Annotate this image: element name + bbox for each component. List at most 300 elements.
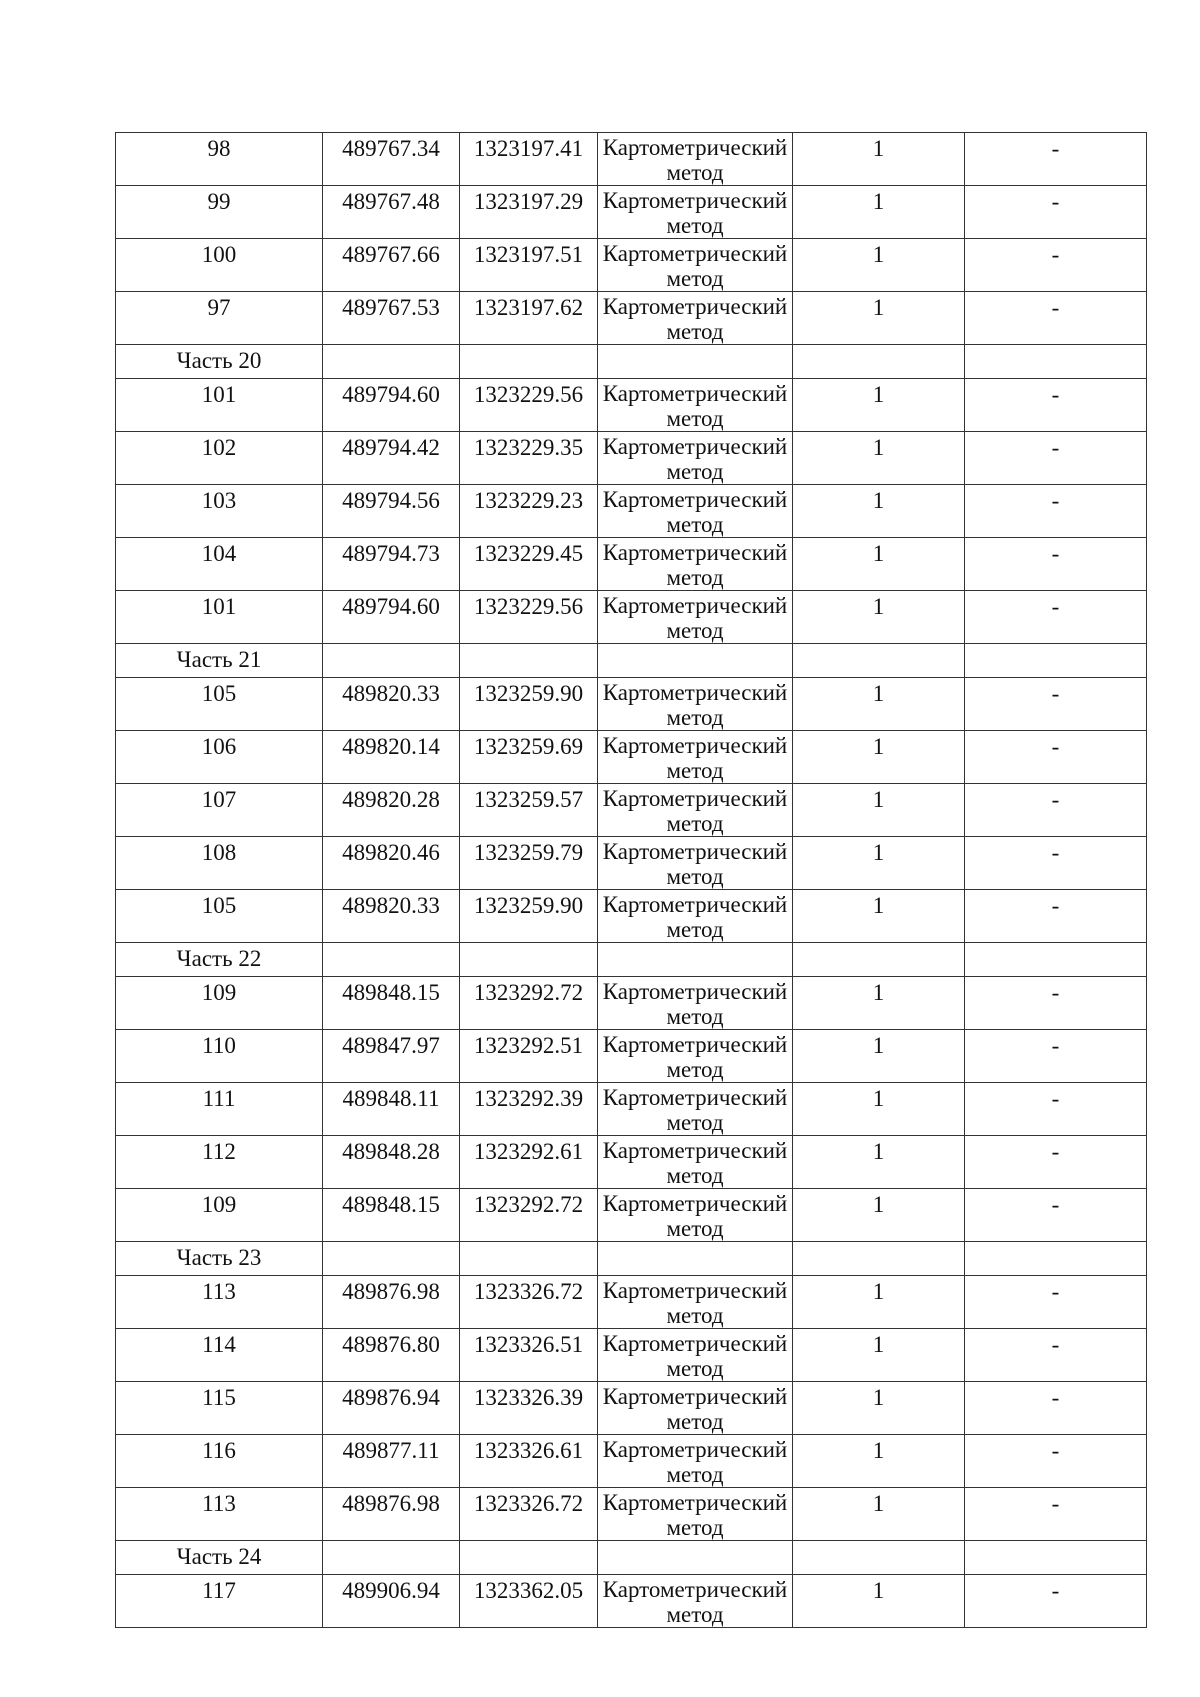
accuracy-cell <box>793 1575 965 1628</box>
part-row <box>116 943 1147 977</box>
empty-cell <box>965 1242 1147 1276</box>
table-row <box>116 292 1147 345</box>
y-coordinate-cell <box>460 485 598 538</box>
method-cell-text: Картометрический метод <box>602 839 788 889</box>
method-cell-text: Картометрический метод <box>602 892 788 942</box>
accuracy-cell <box>793 591 965 644</box>
x-coordinate-cell <box>323 1575 460 1628</box>
y-coordinate-cell <box>460 1276 598 1329</box>
method-cell-text: Картометрический метод <box>602 540 788 590</box>
y-coordinate-cell <box>460 1435 598 1488</box>
y-coordinate-cell <box>460 837 598 890</box>
method-cell-text: Картометрический метод <box>602 733 788 783</box>
point-number-cell <box>116 379 323 432</box>
x-coordinate-cell <box>323 784 460 837</box>
description-cell-text: - <box>1051 1279 1060 1304</box>
empty-cell <box>598 644 793 678</box>
description-cell <box>965 890 1147 943</box>
x-coordinate-cell-text: 489820.46 <box>342 840 440 865</box>
x-coordinate-cell-text: 489848.15 <box>342 1192 440 1217</box>
method-cell <box>598 1083 793 1136</box>
x-coordinate-cell-text: 489820.33 <box>342 893 440 918</box>
description-cell-text: - <box>1051 189 1060 214</box>
point-number-cell-text: 98 <box>207 136 231 161</box>
description-cell <box>965 292 1147 345</box>
description-cell <box>965 379 1147 432</box>
x-coordinate-cell <box>323 591 460 644</box>
method-cell <box>598 1435 793 1488</box>
part-row <box>116 1242 1147 1276</box>
accuracy-cell-text: 1 <box>872 893 885 918</box>
y-coordinate-cell-text: 1323259.79 <box>473 840 584 865</box>
x-coordinate-cell-text: 489794.42 <box>342 435 440 460</box>
method-cell <box>598 485 793 538</box>
point-number-cell <box>116 1382 323 1435</box>
part-row <box>116 345 1147 379</box>
method-cell <box>598 1276 793 1329</box>
method-cell-text: Картометрический метод <box>602 1490 788 1540</box>
table-row <box>116 538 1147 591</box>
x-coordinate-cell-text: 489820.33 <box>342 681 440 706</box>
x-coordinate-cell-text: 489876.80 <box>342 1332 440 1357</box>
method-cell-text: Картометрический метод <box>602 1278 788 1328</box>
x-coordinate-cell-text: 489767.34 <box>342 136 440 161</box>
method-cell-text: Картометрический метод <box>602 979 788 1029</box>
table-row <box>116 731 1147 784</box>
x-coordinate-cell-text: 489794.73 <box>342 541 440 566</box>
accuracy-cell-text: 1 <box>872 382 885 407</box>
empty-cell <box>965 943 1147 977</box>
y-coordinate-cell <box>460 784 598 837</box>
method-cell-text: Картометрический метод <box>602 1085 788 1135</box>
method-cell <box>598 1488 793 1541</box>
part-label-cell-text: Часть 23 <box>176 1245 262 1270</box>
x-coordinate-cell <box>323 1136 460 1189</box>
accuracy-cell <box>793 538 965 591</box>
method-cell <box>598 1030 793 1083</box>
accuracy-cell <box>793 977 965 1030</box>
x-coordinate-cell-text: 489876.94 <box>342 1385 440 1410</box>
y-coordinate-cell-text: 1323292.61 <box>473 1139 584 1164</box>
x-coordinate-cell <box>323 432 460 485</box>
point-number-cell-text: 104 <box>201 541 237 566</box>
point-number-cell <box>116 1136 323 1189</box>
accuracy-cell <box>793 678 965 731</box>
description-cell <box>965 837 1147 890</box>
table-row <box>116 1083 1147 1136</box>
x-coordinate-cell <box>323 485 460 538</box>
part-row <box>116 644 1147 678</box>
method-cell-text: Картометрический метод <box>602 1577 788 1627</box>
accuracy-cell-text: 1 <box>872 734 885 759</box>
method-cell-text: Картометрический метод <box>602 294 788 344</box>
table-row <box>116 1276 1147 1329</box>
description-cell-text: - <box>1051 1491 1060 1516</box>
point-number-cell-text: 109 <box>201 1192 237 1217</box>
x-coordinate-cell <box>323 1276 460 1329</box>
table-row <box>116 1030 1147 1083</box>
point-number-cell <box>116 731 323 784</box>
x-coordinate-cell <box>323 186 460 239</box>
description-cell <box>965 1329 1147 1382</box>
y-coordinate-cell <box>460 239 598 292</box>
accuracy-cell-text: 1 <box>872 787 885 812</box>
empty-cell <box>323 345 460 379</box>
method-cell-text: Картометрический метод <box>602 434 788 484</box>
y-coordinate-cell-text: 1323229.23 <box>473 488 584 513</box>
x-coordinate-cell-text: 489877.11 <box>342 1438 440 1463</box>
description-cell <box>965 1030 1147 1083</box>
y-coordinate-cell <box>460 1030 598 1083</box>
accuracy-cell <box>793 1382 965 1435</box>
x-coordinate-cell <box>323 538 460 591</box>
x-coordinate-cell-text: 489794.60 <box>342 594 440 619</box>
method-cell <box>598 837 793 890</box>
method-cell-text: Картометрический метод <box>602 786 788 836</box>
accuracy-cell <box>793 1083 965 1136</box>
accuracy-cell-text: 1 <box>872 136 885 161</box>
method-cell-text: Картометрический метод <box>602 1138 788 1188</box>
x-coordinate-cell <box>323 1189 460 1242</box>
empty-cell <box>793 1242 965 1276</box>
description-cell-text: - <box>1051 136 1060 161</box>
description-cell <box>965 133 1147 186</box>
accuracy-cell <box>793 1030 965 1083</box>
x-coordinate-cell-text: 489767.48 <box>342 189 440 214</box>
coordinates-table <box>115 132 1147 1628</box>
accuracy-cell-text: 1 <box>872 1086 885 1111</box>
point-number-cell-text: 108 <box>201 840 237 865</box>
point-number-cell-text: 113 <box>202 1279 236 1304</box>
x-coordinate-cell <box>323 1382 460 1435</box>
empty-cell <box>793 943 965 977</box>
y-coordinate-cell <box>460 591 598 644</box>
x-coordinate-cell <box>323 1488 460 1541</box>
x-coordinate-cell <box>323 379 460 432</box>
description-cell-text: - <box>1051 594 1060 619</box>
method-cell-text: Картометрический метод <box>602 188 788 238</box>
point-number-cell-text: 117 <box>202 1578 236 1603</box>
method-cell <box>598 239 793 292</box>
table-row <box>116 379 1147 432</box>
method-cell <box>598 890 793 943</box>
method-cell <box>598 538 793 591</box>
table-row <box>116 678 1147 731</box>
description-cell <box>965 678 1147 731</box>
x-coordinate-cell <box>323 1083 460 1136</box>
description-cell-text: - <box>1051 242 1060 267</box>
description-cell <box>965 1382 1147 1435</box>
y-coordinate-cell <box>460 292 598 345</box>
method-cell <box>598 379 793 432</box>
table-row <box>116 133 1147 186</box>
table-row <box>116 1575 1147 1628</box>
point-number-cell-text: 107 <box>201 787 237 812</box>
y-coordinate-cell-text: 1323197.29 <box>473 189 584 214</box>
x-coordinate-cell-text: 489848.28 <box>342 1139 440 1164</box>
description-cell-text: - <box>1051 893 1060 918</box>
y-coordinate-cell <box>460 432 598 485</box>
y-coordinate-cell-text: 1323292.72 <box>473 980 584 1005</box>
description-cell-text: - <box>1051 681 1060 706</box>
empty-cell <box>323 1541 460 1575</box>
description-cell <box>965 432 1147 485</box>
accuracy-cell-text: 1 <box>872 1033 885 1058</box>
table-row <box>116 239 1147 292</box>
table-row <box>116 784 1147 837</box>
part-label-cell <box>116 345 323 379</box>
accuracy-cell <box>793 1435 965 1488</box>
x-coordinate-cell-text: 489794.56 <box>342 488 440 513</box>
description-cell-text: - <box>1051 840 1060 865</box>
method-cell-text: Картометрический метод <box>602 1032 788 1082</box>
accuracy-cell-text: 1 <box>872 295 885 320</box>
empty-cell <box>323 644 460 678</box>
empty-cell <box>598 345 793 379</box>
method-cell-text: Картометрический метод <box>602 1191 788 1241</box>
table-row <box>116 591 1147 644</box>
method-cell-text: Картометрический метод <box>602 135 788 185</box>
y-coordinate-cell <box>460 379 598 432</box>
method-cell-text: Картометрический метод <box>602 1437 788 1487</box>
method-cell <box>598 1575 793 1628</box>
description-cell-text: - <box>1051 1438 1060 1463</box>
accuracy-cell <box>793 292 965 345</box>
accuracy-cell <box>793 239 965 292</box>
x-coordinate-cell <box>323 1030 460 1083</box>
y-coordinate-cell-text: 1323326.72 <box>473 1491 584 1516</box>
accuracy-cell <box>793 133 965 186</box>
y-coordinate-cell <box>460 133 598 186</box>
description-cell <box>965 731 1147 784</box>
empty-cell <box>965 644 1147 678</box>
accuracy-cell-text: 1 <box>872 1491 885 1516</box>
point-number-cell <box>116 432 323 485</box>
y-coordinate-cell <box>460 538 598 591</box>
accuracy-cell-text: 1 <box>872 242 885 267</box>
accuracy-cell <box>793 1276 965 1329</box>
empty-cell <box>323 1242 460 1276</box>
part-label-cell <box>116 1242 323 1276</box>
accuracy-cell <box>793 1329 965 1382</box>
y-coordinate-cell-text: 1323362.05 <box>473 1578 584 1603</box>
accuracy-cell-text: 1 <box>872 1279 885 1304</box>
description-cell-text: - <box>1051 787 1060 812</box>
part-label-cell-text: Часть 24 <box>176 1544 262 1569</box>
y-coordinate-cell-text: 1323292.51 <box>473 1033 584 1058</box>
point-number-cell <box>116 292 323 345</box>
point-number-cell-text: 101 <box>201 594 237 619</box>
part-label-cell <box>116 943 323 977</box>
table-row <box>116 1329 1147 1382</box>
y-coordinate-cell <box>460 1488 598 1541</box>
x-coordinate-cell <box>323 1435 460 1488</box>
method-cell-text: Картометрический метод <box>602 680 788 730</box>
method-cell-text: Картометрический метод <box>602 241 788 291</box>
point-number-cell <box>116 591 323 644</box>
y-coordinate-cell-text: 1323326.51 <box>473 1332 584 1357</box>
description-cell <box>965 538 1147 591</box>
description-cell-text: - <box>1051 382 1060 407</box>
description-cell-text: - <box>1051 488 1060 513</box>
x-coordinate-cell-text: 489767.53 <box>342 295 440 320</box>
x-coordinate-cell <box>323 292 460 345</box>
coordinates-table-body <box>116 133 1147 1628</box>
description-cell-text: - <box>1051 1033 1060 1058</box>
point-number-cell <box>116 977 323 1030</box>
method-cell <box>598 133 793 186</box>
y-coordinate-cell <box>460 1083 598 1136</box>
point-number-cell-text: 112 <box>202 1139 236 1164</box>
x-coordinate-cell-text: 489876.98 <box>342 1491 440 1516</box>
y-coordinate-cell <box>460 731 598 784</box>
x-coordinate-cell-text: 489906.94 <box>342 1578 440 1603</box>
point-number-cell-text: 105 <box>201 893 237 918</box>
x-coordinate-cell-text: 489848.11 <box>342 1086 440 1111</box>
part-label-cell-text: Часть 20 <box>176 348 262 373</box>
point-number-cell <box>116 784 323 837</box>
method-cell-text: Картометрический метод <box>602 593 788 643</box>
accuracy-cell-text: 1 <box>872 1192 885 1217</box>
method-cell <box>598 731 793 784</box>
method-cell <box>598 186 793 239</box>
point-number-cell <box>116 1435 323 1488</box>
x-coordinate-cell-text: 489794.60 <box>342 382 440 407</box>
y-coordinate-cell <box>460 977 598 1030</box>
x-coordinate-cell-text: 489820.14 <box>342 734 440 759</box>
point-number-cell <box>116 133 323 186</box>
point-number-cell-text: 115 <box>202 1385 236 1410</box>
accuracy-cell-text: 1 <box>872 1139 885 1164</box>
y-coordinate-cell-text: 1323292.39 <box>473 1086 584 1111</box>
empty-cell <box>793 345 965 379</box>
y-coordinate-cell-text: 1323259.57 <box>473 787 584 812</box>
method-cell <box>598 432 793 485</box>
description-cell-text: - <box>1051 1385 1060 1410</box>
description-cell <box>965 1488 1147 1541</box>
accuracy-cell-text: 1 <box>872 541 885 566</box>
point-number-cell-text: 111 <box>202 1086 236 1111</box>
point-number-cell <box>116 1083 323 1136</box>
x-coordinate-cell <box>323 977 460 1030</box>
accuracy-cell-text: 1 <box>872 1385 885 1410</box>
point-number-cell <box>116 1189 323 1242</box>
point-number-cell-text: 116 <box>202 1438 236 1463</box>
x-coordinate-cell <box>323 890 460 943</box>
x-coordinate-cell-text: 489847.97 <box>342 1033 440 1058</box>
point-number-cell-text: 113 <box>202 1491 236 1516</box>
table-row <box>116 1488 1147 1541</box>
x-coordinate-cell <box>323 678 460 731</box>
accuracy-cell-text: 1 <box>872 594 885 619</box>
description-cell-text: - <box>1051 295 1060 320</box>
method-cell-text: Картометрический метод <box>602 487 788 537</box>
table-row <box>116 837 1147 890</box>
y-coordinate-cell-text: 1323326.61 <box>473 1438 584 1463</box>
point-number-cell <box>116 1575 323 1628</box>
accuracy-cell-text: 1 <box>872 488 885 513</box>
point-number-cell-text: 100 <box>201 242 237 267</box>
description-cell <box>965 1575 1147 1628</box>
x-coordinate-cell <box>323 133 460 186</box>
y-coordinate-cell <box>460 186 598 239</box>
x-coordinate-cell-text: 489876.98 <box>342 1279 440 1304</box>
method-cell <box>598 1382 793 1435</box>
empty-cell <box>965 345 1147 379</box>
method-cell <box>598 678 793 731</box>
description-cell <box>965 1189 1147 1242</box>
description-cell-text: - <box>1051 1578 1060 1603</box>
empty-cell <box>793 1541 965 1575</box>
method-cell <box>598 292 793 345</box>
table-row <box>116 890 1147 943</box>
y-coordinate-cell <box>460 890 598 943</box>
point-number-cell-text: 97 <box>207 295 231 320</box>
description-cell <box>965 485 1147 538</box>
description-cell-text: - <box>1051 1332 1060 1357</box>
point-number-cell <box>116 1488 323 1541</box>
description-cell-text: - <box>1051 435 1060 460</box>
point-number-cell-text: 109 <box>201 980 237 1005</box>
y-coordinate-cell-text: 1323229.56 <box>473 382 584 407</box>
point-number-cell <box>116 186 323 239</box>
x-coordinate-cell <box>323 731 460 784</box>
accuracy-cell <box>793 890 965 943</box>
point-number-cell-text: 114 <box>202 1332 236 1357</box>
point-number-cell <box>116 678 323 731</box>
y-coordinate-cell-text: 1323326.39 <box>473 1385 584 1410</box>
accuracy-cell-text: 1 <box>872 189 885 214</box>
point-number-cell-text: 106 <box>201 734 237 759</box>
empty-cell <box>323 943 460 977</box>
description-cell-text: - <box>1051 980 1060 1005</box>
empty-cell <box>460 644 598 678</box>
table-row <box>116 1136 1147 1189</box>
description-cell <box>965 1136 1147 1189</box>
y-coordinate-cell-text: 1323259.69 <box>473 734 584 759</box>
description-cell <box>965 591 1147 644</box>
x-coordinate-cell <box>323 239 460 292</box>
y-coordinate-cell-text: 1323259.90 <box>473 681 584 706</box>
point-number-cell <box>116 837 323 890</box>
y-coordinate-cell-text: 1323229.35 <box>473 435 584 460</box>
method-cell <box>598 591 793 644</box>
empty-cell <box>460 1541 598 1575</box>
table-row <box>116 977 1147 1030</box>
method-cell <box>598 1329 793 1382</box>
description-cell-text: - <box>1051 1086 1060 1111</box>
description-cell <box>965 784 1147 837</box>
method-cell-text: Картометрический метод <box>602 1331 788 1381</box>
description-cell <box>965 977 1147 1030</box>
table-row <box>116 432 1147 485</box>
x-coordinate-cell-text: 489767.66 <box>342 242 440 267</box>
table-row <box>116 1435 1147 1488</box>
description-cell-text: - <box>1051 1139 1060 1164</box>
table-row <box>116 1382 1147 1435</box>
point-number-cell <box>116 1329 323 1382</box>
accuracy-cell-text: 1 <box>872 1438 885 1463</box>
table-row <box>116 186 1147 239</box>
empty-cell <box>598 943 793 977</box>
part-label-cell-text: Часть 21 <box>176 647 262 672</box>
accuracy-cell <box>793 379 965 432</box>
accuracy-cell-text: 1 <box>872 435 885 460</box>
empty-cell <box>460 943 598 977</box>
y-coordinate-cell-text: 1323197.41 <box>473 136 584 161</box>
accuracy-cell-text: 1 <box>872 840 885 865</box>
point-number-cell <box>116 1276 323 1329</box>
